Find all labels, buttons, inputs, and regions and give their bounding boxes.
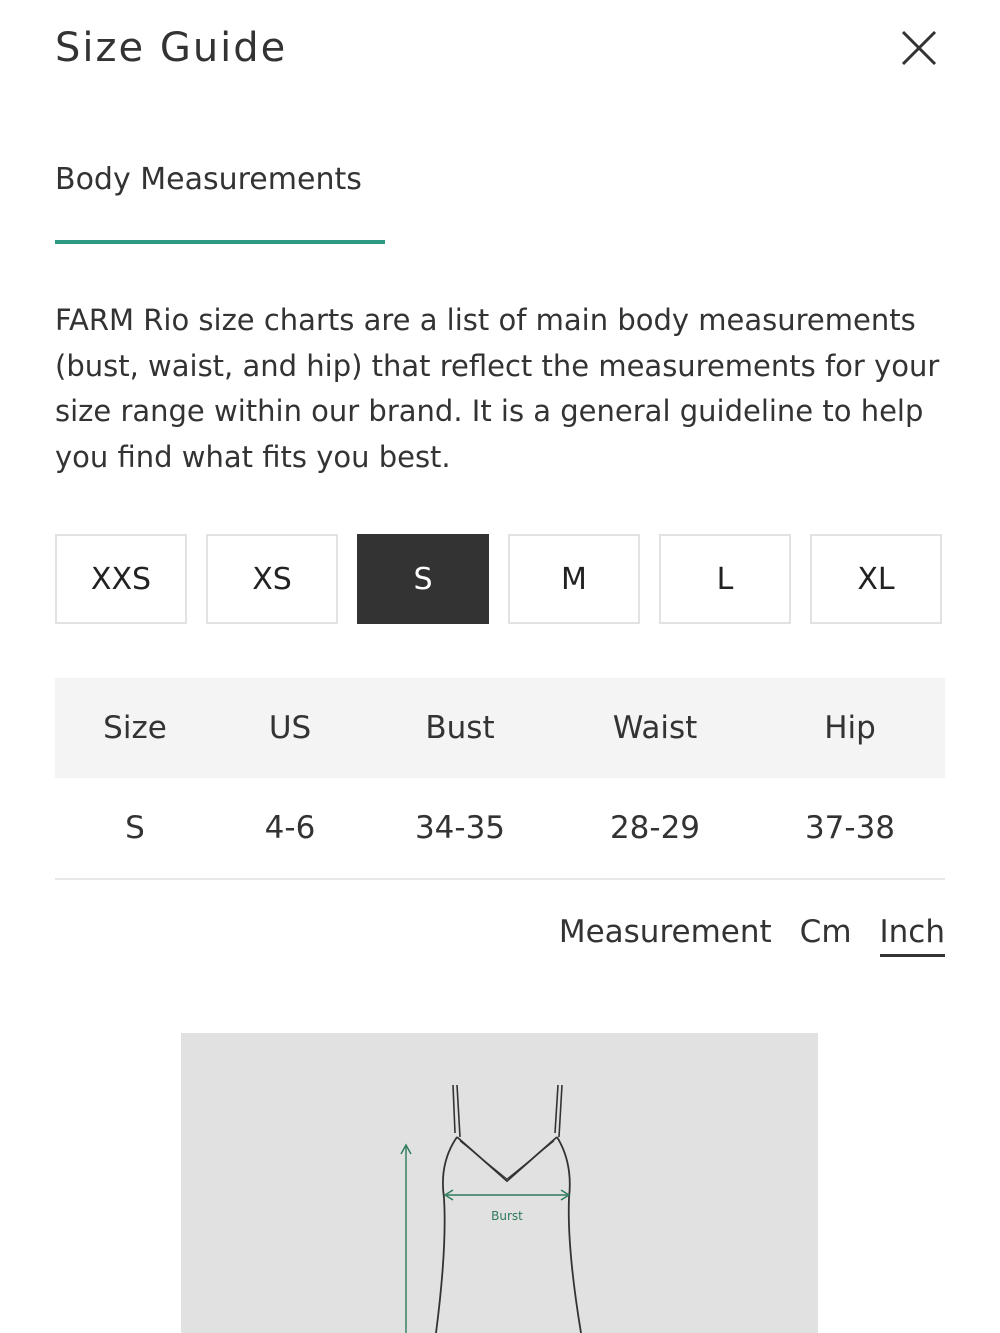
cell-hip: 37-38 — [804, 810, 896, 846]
measurement-unit-toggle — [559, 914, 945, 964]
dress-illustration — [181, 1033, 818, 1333]
tab-active-indicator — [55, 240, 385, 244]
column-header-waist: Waist — [612, 710, 698, 746]
size-button-s[interactable]: S — [357, 534, 489, 624]
measurements-table — [55, 678, 945, 880]
tab-body-measurements[interactable] — [55, 158, 385, 244]
table-header-row — [55, 678, 945, 778]
close-button[interactable] — [899, 28, 939, 68]
size-chart-description: FARM Rio size charts are a list of main body measurements (bust, waist, and hip) that reflect the measurements for your size range within our brand. It is a general guideline to help you find what fits you best. — [55, 303, 940, 474]
cell-bust: 34-35 — [414, 810, 506, 846]
cell-waist: 28-29 — [609, 810, 701, 846]
table-row — [55, 778, 945, 880]
column-header-us: US — [268, 710, 312, 746]
size-button-xs[interactable]: XS — [206, 534, 338, 624]
unit-option-cm[interactable]: Cm — [799, 914, 852, 950]
size-button-xxs[interactable]: XXS — [55, 534, 187, 624]
size-button-m[interactable]: M — [508, 534, 640, 624]
size-guide-header — [55, 22, 945, 74]
page-title: Size Guide — [55, 25, 288, 71]
cell-us: 4-6 — [264, 810, 316, 846]
unit-option-inch[interactable]: Inch — [880, 914, 945, 957]
size-button-l[interactable]: L — [659, 534, 791, 624]
bust-label: Burst — [491, 1209, 523, 1223]
column-header-hip: Hip — [824, 710, 876, 746]
cell-size: S — [125, 810, 145, 846]
tab-label: Body Measurements — [55, 162, 362, 197]
measurement-label: Measurement — [558, 914, 772, 950]
size-selector — [55, 534, 945, 624]
column-header-size: Size — [103, 710, 167, 746]
dress-measurement-diagram — [181, 1033, 818, 1333]
column-header-bust: Bust — [425, 710, 495, 746]
close-icon — [899, 28, 939, 68]
size-button-xl[interactable]: XL — [810, 534, 942, 624]
